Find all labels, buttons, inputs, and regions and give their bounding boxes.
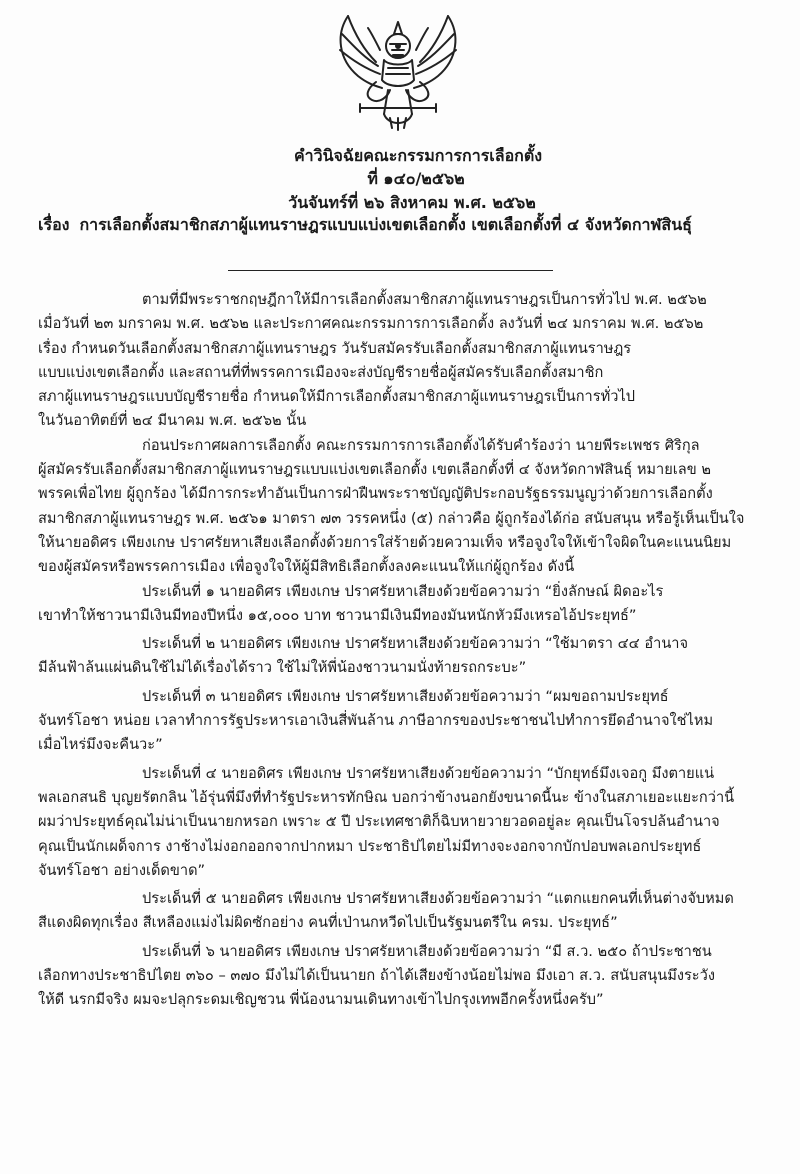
paragraph-complaint bbox=[38, 434, 770, 580]
decision-body bbox=[38, 288, 770, 1013]
text-line: ตามที่มีพระราชกฤษฎีกาให้มีการเลือกตั้งสมาชิกสภาผู้แทนราษฎรเป็นการทั่วไป พ.ศ. ๒๕๖๒ bbox=[142, 291, 707, 308]
text-line: ผู้สมัครรับเลือกตั้งสมาชิกสภาผู้แทนราษฎรแบบแบ่งเขตเลือกตั้ง เขตเลือกตั้งที่ ๔ จังหวัดกาฬสินธุ์ หมายเลข ๒ bbox=[38, 461, 711, 479]
text-line: ในวันอาทิตย์ที่ ๒๔ มีนาคม พ.ศ. ๒๕๖๒ นั้น bbox=[38, 412, 307, 430]
text-line: สภาผู้แทนราษฎรแบบบัญชีรายชื่อ กำหนดให้มีการเลือกตั้งสมาชิกสภาผู้แทนราษฎรเป็นการทั่วไป bbox=[38, 388, 636, 406]
decision-date: วันจันทร์ที่ ๒๖ สิงหาคม พ.ศ. ๒๕๖๒ bbox=[288, 193, 536, 212]
subject-label: เรื่อง bbox=[38, 215, 70, 234]
text-line: พรรคเพื่อไทย ผู้ถูกร้อง ได้มีการกระทำอันเป็นการฝ่าฝืนพระราชบัญญัติประกอบรัฐธรรมนูญว่าด้วยการเลือกตั้ง bbox=[38, 485, 713, 503]
text-line: สมาชิกสภาผู้แทนราษฎร พ.ศ. ๒๕๖๑ มาตรา ๗๓ วรรคหนึ่ง (๕) กล่าวคือ ผู้ถูกร้องได้ก่อ สนับสนุน หรือรู้เห็นเป็นใจ bbox=[38, 509, 745, 527]
text-line: ก่อนประกาศผลการเลือกตั้ง คณะกรรมการการเลือกตั้งได้รับคำร้องว่า นายพีระเพชร ศิริกุล bbox=[142, 436, 700, 454]
paragraph-issue-5 bbox=[38, 887, 770, 936]
text-line: สีแดงผิดทุกเรื่อง สีเหลืองแม่งไม่ผิดซักอย่าง คนที่เป่านกหวีดไปเป็นรัฐมนตรีใน ครม. ประยุทธ์” bbox=[38, 914, 618, 932]
text-line: แบบแบ่งเขตเลือกตั้ง และสถานที่ที่พรรคการเมืองจะส่งบัญชีรายชื่อผู้สมัครรับเลือกตั้งสมาชิก bbox=[38, 363, 604, 381]
subject-text: การเลือกตั้งสมาชิกสภาผู้แทนราษฎรแบบแบ่งเขตเลือกตั้ง เขตเลือกตั้งที่ ๔ จังหวัดกาฬสินธุ์ bbox=[79, 215, 692, 234]
paragraph-issue-6 bbox=[38, 940, 770, 1013]
text-line: ประเด็นที่ ๔ นายอดิศร เพียงเกษ ปราศรัยหาเสียงด้วยข้อความว่า “บักยุทธ์มึงเจอกู มึงตายแน่ bbox=[142, 764, 715, 782]
text-line: จันทร์โอชา หน่อย เวลาทำการรัฐประหารเอาเงินสี่พันล้าน ภาษีอากรของประชาชนไปทำการยึดอำนาจใช่ไหม bbox=[38, 712, 714, 730]
decision-title: คำวินิจฉัยคณะกรรมการการเลือกตั้ง bbox=[293, 146, 543, 165]
text-line: มีล้นฟ้าล้นแผ่นดินใช้ไม่ได้เรื่องได้ราว ใช้ไม่ให้พี่น้องชาวนามนั่งท้ายรถกระบะ” bbox=[38, 659, 527, 677]
paragraph-issue-1 bbox=[38, 580, 770, 629]
text-line: เลือกทางประชาธิปไตย ๓๖๐ – ๓๗๐ มึงไม่ได้เป็นนายก ถ้าได้เสียงข้างน้อยไม่พอ มึงเอา ส.ว. สนับสนุนมึงระวัง bbox=[38, 967, 715, 985]
text-line: ประเด็นที่ ๒ นายอดิศร เพียงเกษ ปราศรัยหาเสียงด้วยข้อความว่า “ใช้มาตรา ๔๔ อำนาจ bbox=[142, 635, 689, 653]
decision-number: ที่ ๑๔๐/๒๕๖๒ bbox=[367, 169, 465, 188]
text-line: จันทร์โอชา อย่างเด็ดขาด” bbox=[38, 861, 206, 879]
text-line: ผมว่าประยุทธ์คุณไม่น่าเป็นนายกหรอก เพราะ ๕ ปี ประเทศชาติก็ฉิบหายวายวอดอยู่ละ คุณเป็นโจรปล้นอำนาจ bbox=[38, 813, 720, 831]
text-line: เมื่อวันที่ ๒๓ มกราคม พ.ศ. ๒๕๖๒ และประกาศคณะกรรมการการเลือกตั้ง ลงวันที่ ๒๔ มกราคม พ.ศ. ๒๕๖๒ bbox=[38, 315, 704, 333]
text-line: ประเด็นที่ ๓ นายอดิศร เพียงเกษ ปราศรัยหาเสียงด้วยข้อความว่า “ผมขอถามประยุทธ์ bbox=[142, 687, 669, 705]
text-line: ของผู้สมัครหรือพรรคการเมือง เพื่อจูงใจให้ผู้มีสิทธิเลือกตั้งลงคะแนนให้แก่ผู้ถูกร้อง ดังนี้ bbox=[38, 558, 575, 576]
text-line: เมื่อไหร่มึงจะคืนวะ” bbox=[38, 736, 163, 754]
header-divider bbox=[228, 270, 553, 271]
paragraph-issue-2 bbox=[38, 632, 770, 681]
text-line: ประเด็นที่ ๕ นายอดิศร เพียงเกษ ปราศรัยหาเสียงด้วยข้อความว่า “แตกแยกคนที่เห็นต่างจับหมด bbox=[142, 890, 734, 908]
text-line: ให้ดี นรกมีจริง ผมจะปลุกระดมเชิญชวน พี่น้องนามนเดินทางเข้าไปกรุงเทพอีกครั้งหนึ่งครับ” bbox=[38, 991, 604, 1009]
paragraph-issue-3 bbox=[38, 685, 770, 758]
text-line: เรื่อง กำหนดวันเลือกตั้งสมาชิกสภาผู้แทนราษฎร วันรับสมัครรับเลือกตั้งสมาชิกสภาผู้แทนราษฎร bbox=[38, 339, 632, 357]
text-line: ให้นายอดิศร เพียงเกษ ปราศรัยหาเสียงเลือกตั้งด้วยการใส่ร้ายด้วยความเท็จ หรือจูงใจให้เข้าใจผิดในคะแนนนิยม bbox=[38, 533, 732, 551]
text-line: พลเอกสนธิ บุญยรัตกลิน ไอ้รุ่นพี่มึงที่ทำรัฐประหารทักษิณ บอกว่าข้างนอกยังขนาดนี้นะ ข้างในสภาเยอะแยะกว่านี้ bbox=[38, 788, 735, 806]
text-line: ประเด็นที่ ๑ นายอดิศร เพียงเกษ ปราศรัยหาเสียงด้วยข้อความว่า “ยิ่งลักษณ์ ผิดอะไร bbox=[142, 582, 664, 600]
paragraph-preamble bbox=[38, 288, 770, 434]
text-line: คุณเป็นนักเผด็จการ งาช้างไม่งอกออกจากปากหมา ประชาธิปไตยไม่มีทางจะงอกจากบักปอบพลเอกประยุทธ์ bbox=[38, 837, 702, 855]
text-line: เขาทำให้ชาวนามีเงินมีทองปีหนึ่ง ๑๕,๐๐๐ บาท ชาวนามีเงินมีทองมันหนักหัวมึงเหรอไอ้ประยุทธ์” bbox=[38, 606, 637, 624]
paragraph-issue-4 bbox=[38, 762, 770, 883]
decision-subject bbox=[38, 215, 798, 235]
text-line: ประเด็นที่ ๖ นายอดิศร เพียงเกษ ปราศรัยหาเสียงด้วยข้อความว่า “มี ส.ว. ๒๕๐ ถ้าประชาชน bbox=[142, 942, 712, 960]
garuda-emblem-icon bbox=[318, 4, 478, 134]
